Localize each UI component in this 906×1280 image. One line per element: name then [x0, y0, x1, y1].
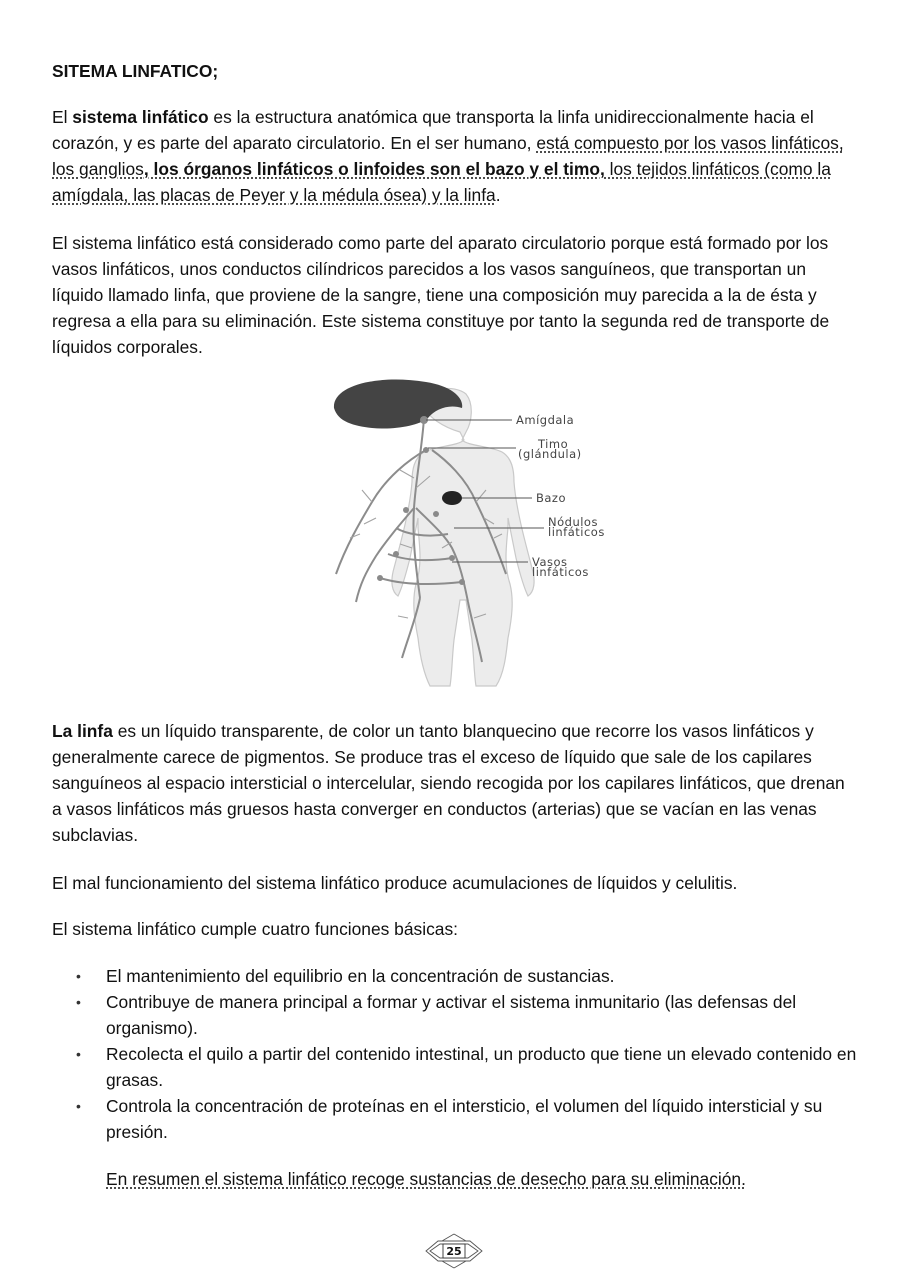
intro-underlined-bold: , los órganos linfáticos o linfoides son el bazo y el timo,	[143, 159, 605, 179]
summary-line: En resumen el sistema linfático recoge sustancias de desecho para su eliminación.	[106, 1169, 746, 1189]
page-number-ornament-icon	[422, 1230, 486, 1272]
intro-period: .	[495, 185, 501, 205]
label-bazo: Bazo	[536, 491, 567, 505]
bullet-icon: •	[76, 968, 81, 984]
bullet-icon: •	[76, 1046, 81, 1062]
lymph-paragraph	[52, 718, 857, 848]
page-number-badge	[422, 1230, 486, 1272]
page-number: 25	[446, 1245, 462, 1258]
intro-bold-term: sistema linfático	[72, 107, 209, 127]
label-nodulos: Nódulos	[548, 515, 598, 529]
lymph-text: es un líquido transparente, de color un tanto blanquecino que recorre los vasos linfáticos y generalmente carece de pigmentos. Se produce tras el exceso de líquido que sale de los capilares sanguíneos al espacio intersticial o intercelular, siendo recogida por los capilares linfáticos, que drenan a vasos linfáticos más gruesos hasta converger en conductos (arterias) que se vacían en las venas subclavias.	[52, 721, 845, 845]
list-item-text: Controla la concentración de proteínas en el intersticio, el volumen del líquido intersticial y su presión.	[106, 1096, 823, 1142]
intro-text-2: es la estructura anatómica que transporta la linfa unidireccionalmente hacia el corazón, y es parte del aparato circulatorio. En el ser humano,	[52, 107, 814, 153]
label-vasos: Vasos	[532, 555, 568, 569]
intro-underlined-1: está compuesto por los vasos linfáticos, los ganglios	[52, 133, 844, 179]
circulatory-paragraph: El sistema linfático está considerado como parte del aparato circulatorio porque está formado por los vasos linfáticos, unos conductos cilíndricos parecidos a los vasos sanguíneos, que transportan un líquido llamado linfa, que proviene de la sangre, tiene una composición muy parecida a la de ésta y regresa a ella para su eliminación. Este sistema constituye por tanto la segunda red de transporte de líquidos corporales.	[52, 233, 830, 357]
list-item-text: El mantenimiento del equilibrio en la concentración de sustancias.	[106, 966, 615, 986]
list-item	[76, 989, 866, 1041]
lymph-bold-term: La linfa	[52, 721, 113, 741]
label-timo-glandula: (glándula)	[518, 447, 582, 461]
bullet-icon: •	[76, 994, 81, 1010]
label-nodulos-linfaticos: linfáticos	[548, 525, 605, 539]
bullet-icon: •	[76, 1098, 81, 1114]
list-item	[76, 1093, 866, 1145]
intro-underlined-2: los tejidos linfáticos (como la amígdala, las placas de Peyer y la médula ósea) y la linfa	[52, 159, 831, 205]
intro-paragraph	[52, 104, 857, 208]
malfunction-paragraph: El mal funcionamiento del sistema linfático produce acumulaciones de líquidos y celulitis.	[52, 873, 738, 893]
lymphatic-system-figure	[276, 378, 636, 690]
label-timo: Timo	[538, 437, 569, 451]
list-item-text: Recolecta el quilo a partir del contenido intestinal, un producto que tiene un elevado contenido en grasas.	[106, 1044, 857, 1090]
functions-list	[76, 963, 866, 1145]
intro-text-1: El	[52, 107, 73, 127]
label-vasos-linfaticos: linfáticos	[532, 565, 589, 579]
list-item-text: Contribuye de manera principal a formar y activar el sistema inmunitario (las defensas del organismo).	[106, 992, 797, 1038]
spleen-shape	[442, 491, 462, 505]
functions-intro: El sistema linfático cumple cuatro funciones básicas:	[52, 919, 458, 939]
label-amigdala: Amígdala	[516, 413, 575, 427]
lymphatic-system-illustration	[276, 378, 636, 690]
section-heading: SITEMA LINFATICO;	[52, 61, 219, 81]
list-item	[76, 1041, 866, 1093]
list-item	[76, 963, 866, 989]
